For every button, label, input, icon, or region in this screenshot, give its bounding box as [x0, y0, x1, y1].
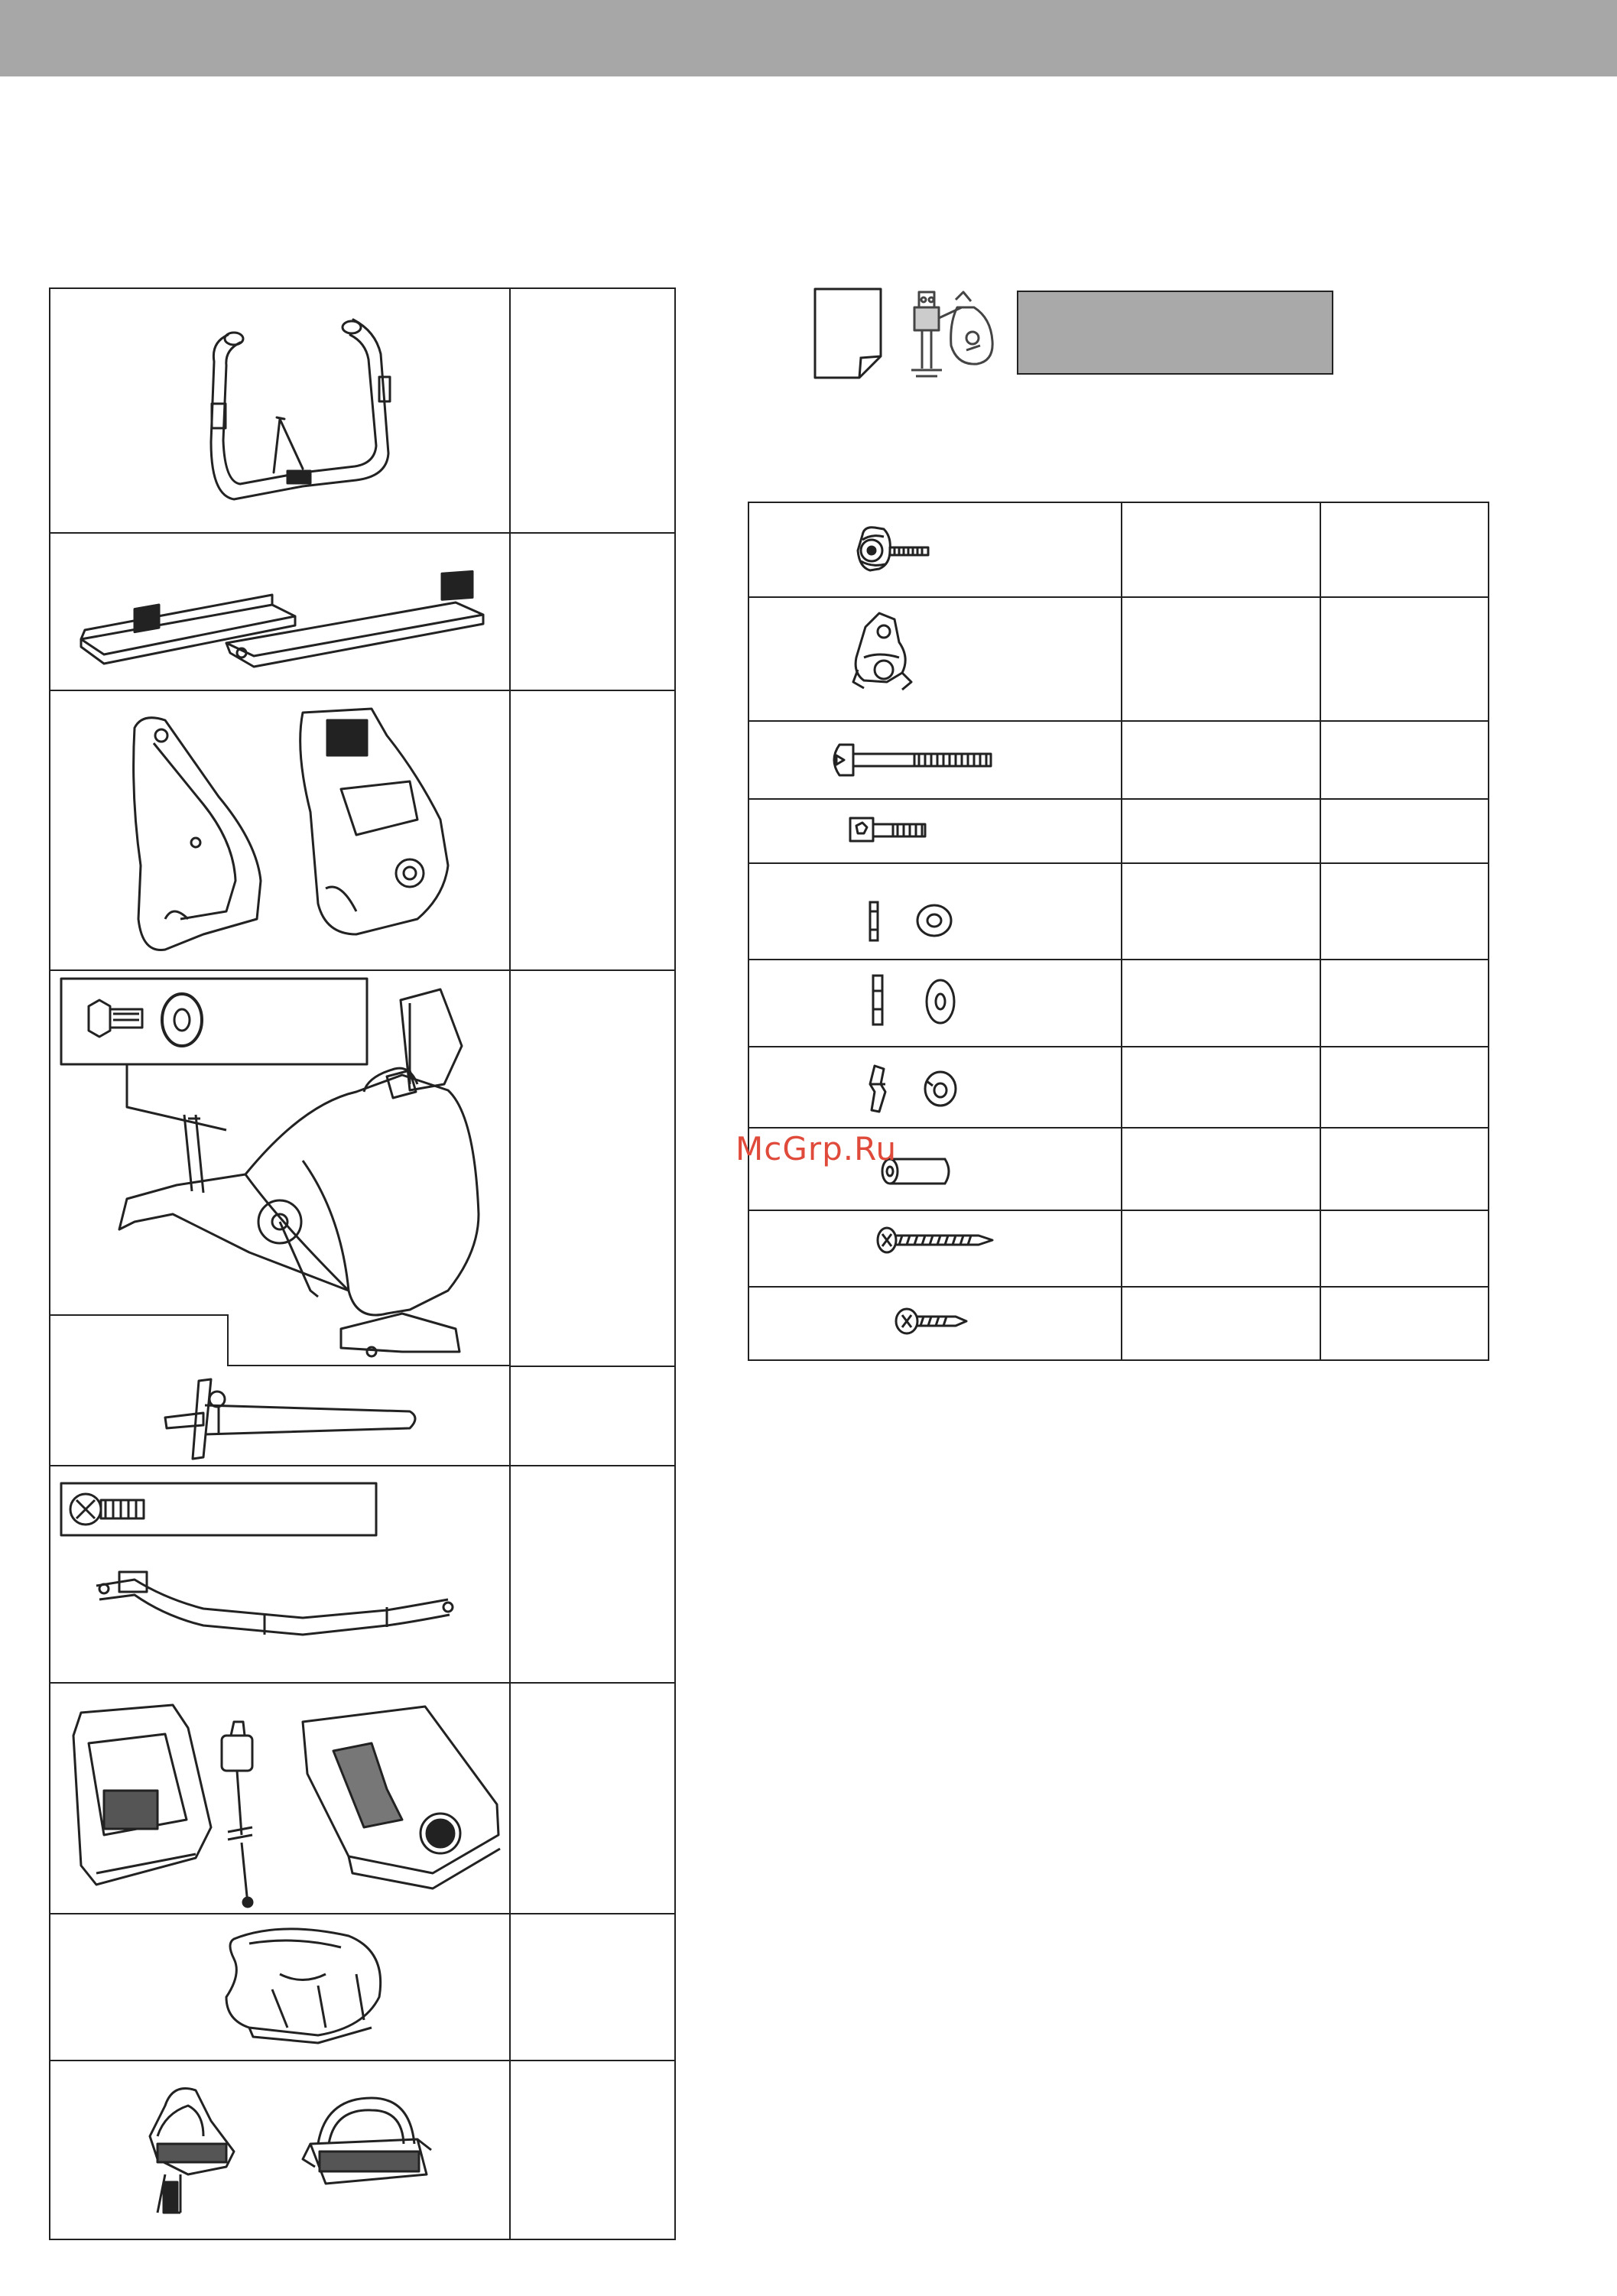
hw-row-bracket	[749, 596, 1488, 720]
qty-main-frame	[511, 969, 676, 1366]
long-allen-bolt-icon	[749, 720, 1121, 798]
hw-row-tapping-screw-short	[749, 1286, 1488, 1361]
tapping-screw-long-icon	[749, 1210, 1121, 1286]
parts-row-pedals	[50, 2060, 509, 2240]
qty-pedals	[511, 2060, 676, 2240]
qty-seat-post	[511, 1366, 676, 1465]
hw-row-spring-washer	[749, 1046, 1488, 1127]
parts-table	[49, 287, 676, 2240]
parts-row-main-frame	[50, 969, 509, 1366]
parts-row-seat-post	[50, 1366, 509, 1465]
flat-washer-small-icon	[749, 862, 1121, 959]
saddle-illustration	[50, 1913, 509, 2060]
handlebar-post-illustration	[50, 1465, 509, 1682]
tapping-screw-short-icon	[749, 1286, 1121, 1361]
knob-screw-icon	[749, 503, 1121, 596]
qty-console-adapter	[511, 1682, 676, 1913]
side-covers-illustration	[50, 690, 509, 969]
flat-washer-large-icon	[749, 959, 1121, 1046]
watermark: McGrp.Ru	[735, 1130, 898, 1167]
qty-handlebar	[511, 289, 676, 532]
pedals-illustration	[50, 2060, 509, 2240]
hw-row-tapping-screw-long	[749, 1210, 1488, 1286]
parts-row-console-adapter	[50, 1682, 509, 1913]
hw-row-flat-washer-large	[749, 959, 1488, 1046]
bracket-icon	[749, 596, 1121, 720]
parts-row-handlebar-post	[50, 1465, 509, 1682]
hw-row-short-allen-bolt	[749, 798, 1488, 862]
qty-side-covers	[511, 690, 676, 969]
document-icon	[813, 287, 884, 379]
seat-post-illustration	[50, 1366, 509, 1465]
hardware-bag-icon	[904, 284, 1011, 384]
handlebar-illustration	[50, 289, 509, 532]
qty-handlebar-post	[511, 1465, 676, 1682]
hw-row-knob-screw	[749, 503, 1488, 596]
stabilizers-illustration	[50, 532, 509, 690]
header-bar	[0, 0, 1617, 76]
hardware-label-box	[1017, 291, 1333, 375]
qty-saddle	[511, 1913, 676, 2060]
parts-row-saddle	[50, 1913, 509, 2060]
hw-row-long-allen-bolt	[749, 720, 1488, 798]
console-adapter-illustration	[50, 1682, 509, 1913]
parts-row-stabilizers	[50, 532, 509, 690]
parts-row-handlebar	[50, 289, 509, 532]
short-allen-bolt-icon	[749, 798, 1121, 862]
qty-stabilizers	[511, 532, 676, 690]
main-frame-illustration	[50, 969, 509, 1366]
hardware-table	[748, 502, 1489, 1361]
parts-row-side-covers	[50, 690, 509, 969]
hw-row-flat-washer-small	[749, 862, 1488, 959]
spring-washer-icon	[749, 1046, 1121, 1127]
